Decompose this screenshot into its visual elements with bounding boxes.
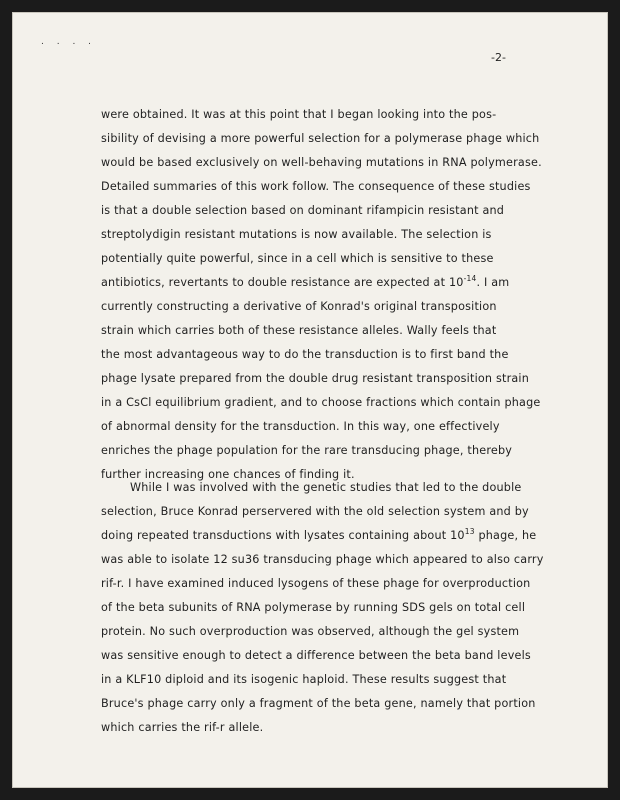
text-line: further increasing one chances of finding it. xyxy=(101,468,355,481)
text-line: the most advantageous way to do the transduction is to first band the xyxy=(101,348,509,361)
text-line: Bruce's phage carry only a fragment of the beta gene, namely that portion xyxy=(101,697,536,710)
text-line: were obtained. It was at this point that I began looking into the pos- xyxy=(101,108,497,121)
text-line: Detailed summaries of this work follow. The consequence of these studies xyxy=(101,180,531,193)
text-line: was sensitive enough to detect a difference between the beta band levels xyxy=(101,649,531,662)
text-line: would be based exclusively on well-behaving mutations in RNA polymerase. xyxy=(101,156,542,169)
text-line: strain which carries both of these resistance alleles. Wally feels that xyxy=(101,324,497,337)
text-line: of the beta subunits of RNA polymerase by running SDS gels on total cell xyxy=(101,601,526,614)
text-line: While I was involved with the genetic studies that led to the double xyxy=(130,481,522,494)
text-line: enriches the phage population for the rare transducing phage, thereby xyxy=(101,444,513,457)
text-line: sibility of devising a more powerful selection for a polymerase phage which xyxy=(101,132,540,145)
line-tail: . I am xyxy=(476,276,510,289)
text-line: selection, Bruce Konrad perservered with the old selection system and by xyxy=(101,505,529,518)
text-line: in a KLF10 diploid and its isogenic haploid. These results suggest that xyxy=(101,673,507,686)
text-line-with-exponent xyxy=(101,524,536,548)
text-line: of abnormal density for the transduction. In this way, one effectively xyxy=(101,420,500,433)
line-text: antibiotics, revertants to double resistance are expected at 10 xyxy=(101,276,464,289)
line-tail: phage, he xyxy=(474,529,537,542)
page-number: -2- xyxy=(491,51,506,64)
text-line-with-exponent xyxy=(101,271,509,295)
text-line: potentially quite powerful, since in a cell which is sensitive to these xyxy=(101,252,494,265)
text-line: phage lysate prepared from the double drug resistant transposition strain xyxy=(101,372,530,385)
document-page xyxy=(12,12,608,788)
text-line: rif-r. I have examined induced lysogens of these phage for overproduction xyxy=(101,577,531,590)
text-line: in a CsCl equilibrium gradient, and to choose fractions which contain phage xyxy=(101,396,541,409)
text-line: streptolydigin resistant mutations is now available. The selection is xyxy=(101,228,492,241)
line-text: doing repeated transductions with lysates containing about 10 xyxy=(101,529,465,542)
text-line: protein. No such overproduction was observed, although the gel system xyxy=(101,625,520,638)
text-line: was able to isolate 12 su36 transducing phage which appeared to also carry xyxy=(101,553,544,566)
exponent: 13 xyxy=(464,527,475,536)
text-line: is that a double selection based on dominant rifampicin resistant and xyxy=(101,204,505,217)
exponent: -14 xyxy=(463,274,477,283)
corner-mark: . . . . xyxy=(41,37,97,47)
text-line: which carries the rif-r allele. xyxy=(101,721,264,734)
text-line: currently constructing a derivative of Konrad's original transposition xyxy=(101,300,497,313)
